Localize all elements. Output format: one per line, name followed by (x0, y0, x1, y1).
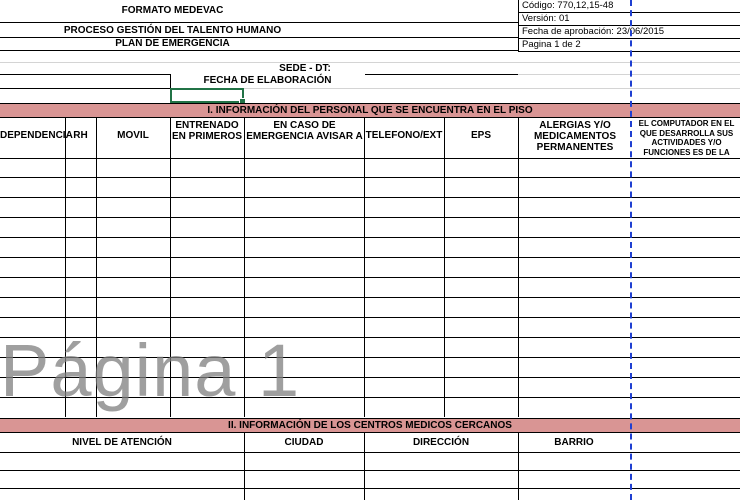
approval-date-cell: Fecha de aprobación: 23/06/2015 (522, 26, 665, 37)
selected-cell[interactable] (170, 88, 244, 103)
process-title: PROCESO GESTIÓN DEL TALENTO HUMANO (63, 25, 282, 36)
section1-band (0, 103, 740, 118)
page-break-line (630, 0, 632, 500)
col-telefono: TELEFONO/EXT (365, 130, 443, 141)
col-ciudad: CIUDAD (284, 437, 324, 448)
section2-band (0, 418, 740, 433)
elaboration-date-label: FECHA DE ELABORACIÓN (203, 75, 332, 86)
col-entrenado: ENTRENADO EN PRIMEROS (172, 120, 243, 142)
col-rh: RH (73, 130, 88, 141)
version-cell: Versión: 01 (522, 13, 570, 24)
col-aviso: EN CASO DE EMERGENCIA AVISAR A (246, 120, 363, 142)
col-barrio: BARRIO (554, 437, 594, 448)
col-dependencia: DEPENDENCIA (0, 130, 73, 141)
col-direccion: DIRECCIÓN (412, 437, 470, 448)
col-movil: MOVIL (117, 130, 149, 141)
page-count-cell: Pagina 1 de 2 (522, 39, 581, 50)
section1-title: I. INFORMACIÓN DEL PERSONAL QUE SE ENCUENTRA EN EL PISO (207, 105, 533, 116)
col-computador: EL COMPUTADOR EN EL QUE DESARROLLA SUS ACTIVIDADES Y/O FUNCIONES ES DE LA (638, 119, 735, 157)
section2-title: II. INFORMACIÓN DE LOS CENTROS MEDICOS CERCANOS (228, 420, 512, 431)
col-alergias: ALERGIAS Y/O MEDICAMENTOS PERMANENTES (533, 120, 617, 153)
code-cell: Código: 770,12,15-48 (522, 0, 614, 11)
format-title: FORMATO MEDEVAC (121, 5, 224, 16)
sede-label: SEDE - DT: (279, 63, 331, 74)
col-nivel-atencion: NIVEL DE ATENCIÓN (72, 437, 172, 448)
col-eps: EPS (470, 130, 491, 141)
plan-title: PLAN DE EMERGENCIA (115, 38, 230, 49)
page-watermark: Página 1 (0, 329, 301, 412)
